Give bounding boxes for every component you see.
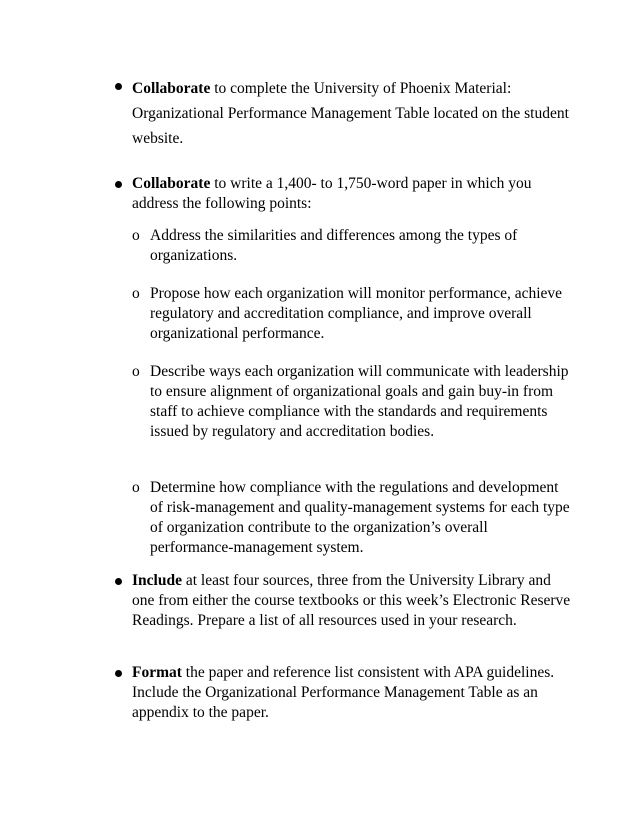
bullet-item-include	[132, 571, 572, 631]
sub-item-text: Describe ways each organization will communicate with leadership to ensure alignment of organizational goals and gain buy-in from staff to achieve compliance with the standards and requirements issued by regulatory and accreditation bodies.	[150, 363, 569, 440]
sub-bullet-marker: o	[132, 227, 140, 244]
sub-item-describe	[132, 362, 570, 442]
sub-item-propose	[132, 284, 570, 344]
bullet-keyword: Format	[132, 664, 182, 681]
bullet-text: the paper and reference list consistent with APA guidelines. Include the Organizational Performance Management Table as an appendix to the paper.	[132, 664, 555, 721]
bullet-keyword: Collaborate	[132, 175, 211, 192]
bullet-item-format	[132, 663, 572, 723]
bullet-item-collaborate-table	[132, 76, 572, 151]
sub-item-text: Propose how each organization will monitor performance, achieve regulatory and accreditation compliance, and improve overall organizational performance.	[150, 285, 563, 342]
bullet-text: to write a 1,400- to 1,750-word paper in which you address the following points:	[132, 175, 532, 212]
bullet-dot-icon	[115, 181, 122, 188]
bullet-keyword: Collaborate	[132, 80, 211, 97]
bullet-text: at least four sources, three from the University Library and one from either the course textbooks or this week’s Electronic Reserve Readings. Prepare a list of all resources used in your research.	[132, 572, 571, 629]
sub-item-text: Determine how compliance with the regulations and development of risk-management and quality-management systems for each type of organization contribute to the organization’s overall performance-management system.	[150, 479, 570, 556]
sub-item-similarities	[132, 226, 570, 266]
sub-item-text: Address the similarities and differences among the types of organizations.	[150, 227, 518, 264]
bullet-dot-icon	[115, 578, 122, 585]
bullet-keyword: Include	[132, 572, 182, 589]
bullet-item-collaborate-paper	[132, 174, 572, 214]
bullet-dot-icon	[115, 83, 122, 90]
sub-bullet-marker: o	[132, 363, 140, 380]
sub-item-determine	[132, 478, 570, 558]
sub-bullet-marker: o	[132, 285, 140, 302]
sub-bullet-marker: o	[132, 479, 140, 496]
bullet-dot-icon	[115, 670, 122, 677]
bullet-text: to complete the University of Phoenix Material: Organizational Performance Management Table located on the student website.	[132, 80, 569, 147]
